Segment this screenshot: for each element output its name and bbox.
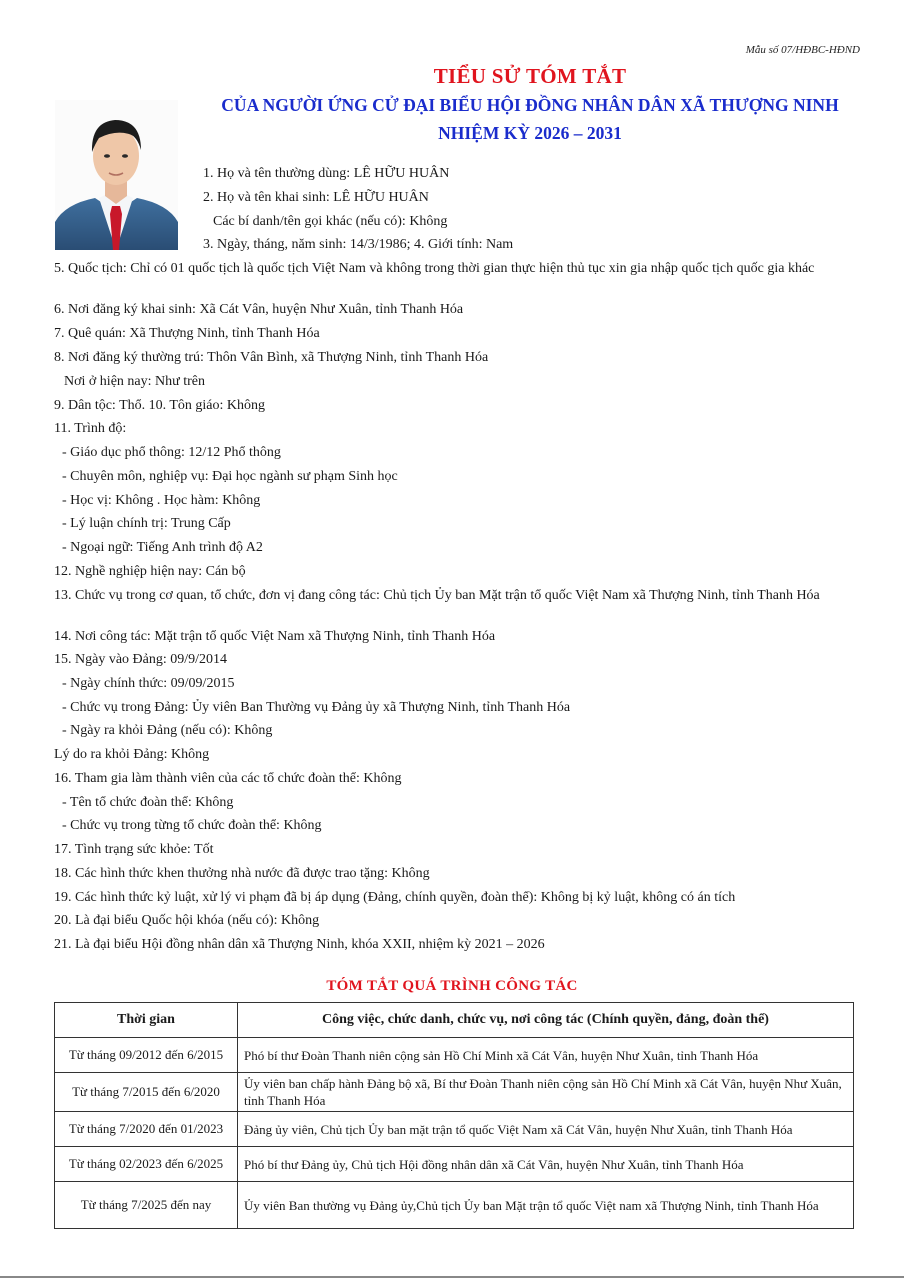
cell-time: Từ tháng 7/2015 đến 6/2020 bbox=[55, 1073, 238, 1112]
line-party-join-date: 15. Ngày vào Đảng: 09/9/2014 bbox=[54, 652, 228, 667]
cell-description: Phó bí thư Đoàn Thanh niên cộng sản Hồ Chí Minh xã Cát Vân, huyện Như Xuân, tỉnh Thanh Hóa bbox=[238, 1038, 854, 1073]
line-education-heading: 11. Trình độ: bbox=[54, 421, 127, 436]
line-organization-name: - Tên tổ chức đoàn thể: Không bbox=[62, 795, 234, 810]
line-discipline: 19. Các hình thức kỷ luật, xử lý vi phạm đã bị áp dụng (Đảng, chính quyền, đoàn thể): Không bị kỷ luật, không có án tích bbox=[54, 890, 736, 905]
term-title: NHIỆM KỲ 2026 – 2031 bbox=[438, 123, 622, 143]
line-birth-name: 2. Họ và tên khai sinh: LÊ HỮU HUÂN bbox=[203, 190, 429, 205]
line-party-leave-date: - Ngày ra khỏi Đảng (nếu có): Không bbox=[62, 723, 273, 738]
table-row bbox=[55, 1038, 854, 1073]
cell-time: Từ tháng 7/2020 đến 01/2023 bbox=[55, 1112, 238, 1147]
cell-description: Ủy viên ban chấp hành Đảng bộ xã, Bí thư Đoàn Thanh niên cộng sản Hồ Chí Minh xã Cát Vân, huyện Như Xuân, tỉnh Thanh Hóa bbox=[238, 1073, 854, 1112]
table-row bbox=[55, 1182, 854, 1229]
header-time: Thời gian bbox=[55, 1003, 238, 1038]
work-history-title: TÓM TẮT QUÁ TRÌNH CÔNG TÁC bbox=[326, 978, 578, 994]
line-occupation: 12. Nghề nghiệp hiện nay: Cán bộ bbox=[54, 564, 246, 579]
line-foreign-language: - Ngoại ngữ: Tiếng Anh trình độ A2 bbox=[62, 540, 263, 555]
line-position: 13. Chức vụ trong cơ quan, tổ chức, đơn vị đang công tác: Chủ tịch Ủy ban Mặt trận tổ quốc Việt Nam xã Thượng Ninh, tỉnh Thanh Hóa bbox=[54, 588, 820, 603]
line-national-assembly: 20. Là đại biểu Quốc hội khóa (nếu có): Không bbox=[54, 913, 320, 928]
form-code: Mẫu số 07/HĐBC-HĐND bbox=[745, 44, 860, 56]
cell-time: Từ tháng 09/2012 đến 6/2015 bbox=[55, 1038, 238, 1073]
title-block bbox=[150, 64, 904, 145]
table-row bbox=[55, 1073, 854, 1112]
line-organizations: 16. Tham gia làm thành viên của các tổ chức đoàn thể: Không bbox=[54, 771, 402, 786]
document-subtitle: CỦA NGƯỜI ỨNG CỬ ĐẠI BIỂU HỘI ĐỒNG NHÂN DÂN XÃ THƯỢNG NINH bbox=[221, 95, 839, 115]
cell-description: Phó bí thư Đảng ủy, Chủ tịch Hội đồng nhân dân xã Cát Vân, huyện Như Xuân, tỉnh Thanh Hóa bbox=[238, 1147, 854, 1182]
line-health: 17. Tình trạng sức khỏe: Tốt bbox=[54, 842, 214, 857]
cell-time: Từ tháng 7/2025 đến nay bbox=[55, 1182, 238, 1229]
line-awards: 18. Các hình thức khen thưởng nhà nước đã được trao tặng: Không bbox=[54, 866, 430, 881]
table-row bbox=[55, 1112, 854, 1147]
line-general-education: - Giáo dục phổ thông: 12/12 Phổ thông bbox=[62, 445, 281, 460]
cell-time: Từ tháng 02/2023 đến 6/2025 bbox=[55, 1147, 238, 1182]
bottom-divider bbox=[0, 1276, 904, 1278]
line-nationality: 5. Quốc tịch: Chỉ có 01 quốc tịch là quốc tịch Việt Nam và không trong thời gian thực hiện thủ tục xin gia nhập quốc tịch quốc gia khác bbox=[54, 261, 815, 276]
line-current-residence: Nơi ở hiện nay: Như trên bbox=[64, 374, 205, 389]
person-portrait-icon bbox=[55, 100, 178, 250]
cell-description: Đảng ủy viên, Chủ tịch Ủy ban mặt trận tổ quốc Việt Nam xã Cát Vân, huyện Như Xuân, tỉnh Thanh Hóa bbox=[238, 1112, 854, 1147]
line-party-leave-reason: Lý do ra khỏi Đảng: Không bbox=[54, 747, 210, 762]
line-workplace: 14. Nơi công tác: Mặt trận tổ quốc Việt Nam xã Thượng Ninh, tỉnh Thanh Hóa bbox=[54, 629, 496, 644]
line-party-position: - Chức vụ trong Đảng: Ủy viên Ban Thường vụ Đảng ủy xã Thượng Ninh, tỉnh Thanh Hóa bbox=[62, 700, 571, 715]
line-ethnicity-religion: 9. Dân tộc: Thổ. 10. Tôn giáo: Không bbox=[54, 398, 266, 413]
header-description: Công việc, chức danh, chức vụ, nơi công tác (Chính quyền, đảng, đoàn thể) bbox=[238, 1003, 854, 1038]
line-council-delegate: 21. Là đại biểu Hội đồng nhân dân xã Thượng Ninh, khóa XXII, nhiệm kỳ 2021 – 2026 bbox=[54, 937, 545, 952]
table-row bbox=[55, 1147, 854, 1182]
document-title: TIỂU SỬ TÓM TẮT bbox=[433, 64, 627, 88]
portrait-photo bbox=[55, 100, 178, 250]
line-political-theory: - Lý luận chính trị: Trung Cấp bbox=[62, 516, 231, 531]
line-hometown: 7. Quê quán: Xã Thượng Ninh, tỉnh Thanh Hóa bbox=[54, 326, 320, 341]
line-birthdate-gender: 3. Ngày, tháng, năm sinh: 14/3/1986; 4. Giới tính: Nam bbox=[203, 237, 514, 252]
cell-description: Ủy viên Ban thường vụ Đảng ủy,Chủ tịch Ủy ban Mặt trận tổ quốc Việt nam xã Thượng Ninh, tỉnh Thanh Hóa bbox=[238, 1182, 854, 1229]
line-birth-registration: 6. Nơi đăng ký khai sinh: Xã Cát Vân, huyện Như Xuân, tỉnh Thanh Hóa bbox=[54, 302, 464, 317]
line-degree: - Học vị: Không . Học hàm: Không bbox=[62, 493, 261, 508]
work-history-table bbox=[54, 1002, 854, 1229]
line-party-official-date: - Ngày chính thức: 09/09/2015 bbox=[62, 676, 235, 691]
line-specialty: - Chuyên môn, nghiệp vụ: Đại học ngành sư phạm Sinh học bbox=[62, 469, 398, 484]
line-common-name: 1. Họ và tên thường dùng: LÊ HỮU HUÂN bbox=[203, 166, 450, 181]
line-organization-position: - Chức vụ trong từng tổ chức đoàn thể: Không bbox=[62, 818, 322, 833]
line-permanent-residence: 8. Nơi đăng ký thường trú: Thôn Vân Bình, xã Thượng Ninh, tỉnh Thanh Hóa bbox=[54, 350, 489, 365]
line-aliases: Các bí danh/tên gọi khác (nếu có): Không bbox=[213, 214, 448, 229]
table-header-row bbox=[55, 1003, 854, 1038]
